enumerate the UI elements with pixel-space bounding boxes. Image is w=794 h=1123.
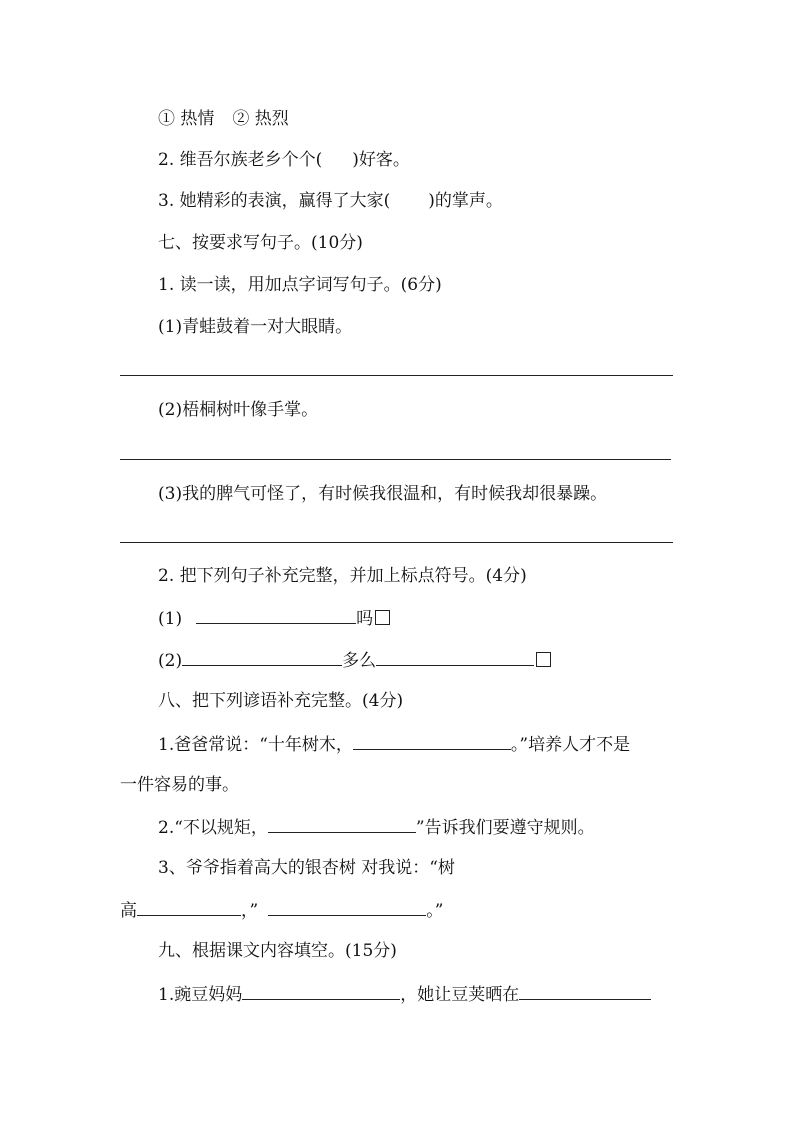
s8q2-text-a: 2.“不以规矩， [158, 818, 268, 838]
section-7-heading: 七、按要求写句子。(10分) [158, 233, 363, 253]
section-9-q1 [158, 983, 651, 1006]
section-7-q1-item3: (3)我的脾气可怪了，有时候我很温和，有时候我却很暴躁。 [158, 484, 608, 504]
option-2: ② 热烈 [232, 109, 289, 129]
fill-blank[interactable] [376, 649, 534, 666]
s8q3-text-a: 高 [120, 901, 137, 921]
s9q1-text-b: ，她让豆荚晒在 [400, 985, 520, 1005]
section-8-q1 [158, 733, 630, 756]
section-7-q1: 1. 读一读，用加点字词写句子。(6分) [158, 275, 442, 295]
section-9-heading: 九、根据课文内容填空。(15分) [158, 941, 397, 961]
section-8-q3-cont [120, 899, 443, 922]
fill-blank[interactable] [268, 899, 426, 916]
answer-line-1[interactable] [120, 375, 673, 376]
fill-blank[interactable] [519, 983, 651, 1000]
question-2-line [158, 149, 410, 171]
section-7-q2-item1 [158, 607, 390, 630]
section-7-q1-item2: (2)梧桐树叶像手掌。 [158, 400, 319, 420]
fill-blank[interactable] [353, 733, 511, 750]
section-7-q2: 2. 把下列句子补充完整，并加上标点符号。(4分) [158, 566, 527, 586]
item1-number: (1) [158, 609, 183, 629]
s9q1-text-a: 1.豌豆妈妈 [158, 985, 243, 1005]
fill-blank[interactable] [196, 607, 356, 624]
s8q3-text-c: 。” [426, 901, 444, 921]
fill-blank[interactable] [242, 983, 400, 1000]
q2-text-b: )好客。 [352, 150, 410, 170]
item2-number: (2) [158, 651, 183, 671]
section-7-q2-item2 [158, 649, 551, 672]
option-1: ① 热情 [158, 109, 215, 129]
fill-blank[interactable] [137, 899, 241, 916]
item2-mid: 多么 [342, 651, 377, 671]
section-8-q2 [158, 816, 595, 839]
answer-line-2[interactable] [120, 459, 671, 460]
punctuation-box[interactable] [536, 652, 551, 667]
s8q1-text-b: 。”培养人才不是 [510, 735, 631, 755]
q2-text-a: 2. 维吾尔族老乡个个( [158, 150, 323, 170]
choice-options [158, 108, 289, 130]
s8q3-text-b: ，” [241, 901, 259, 921]
q3-text-a: 3. 她精彩的表演，赢得了大家( [158, 191, 391, 211]
fill-blank[interactable] [268, 816, 416, 833]
q3-text-b: )的掌声。 [428, 191, 503, 211]
question-3-line [158, 190, 503, 212]
answer-line-3[interactable] [120, 542, 673, 543]
section-8-heading: 八、把下列谚语补充完整。(4分) [158, 691, 404, 711]
section-8-q1-cont: 一件容易的事。 [120, 775, 239, 795]
fill-blank[interactable] [182, 649, 342, 666]
section-7-q1-item1: (1)青蛙鼓着一对大眼睛。 [158, 317, 353, 337]
punctuation-box[interactable] [375, 610, 390, 625]
s8q2-text-b: ”告诉我们要遵守规则。 [415, 818, 595, 838]
item1-tail: 吗 [356, 609, 374, 629]
s8q1-text-a: 1.爸爸常说：“十年树木， [158, 735, 353, 755]
section-8-q3: 3、爷爷指着高大的银杏树 对我说：“树 [158, 858, 455, 878]
